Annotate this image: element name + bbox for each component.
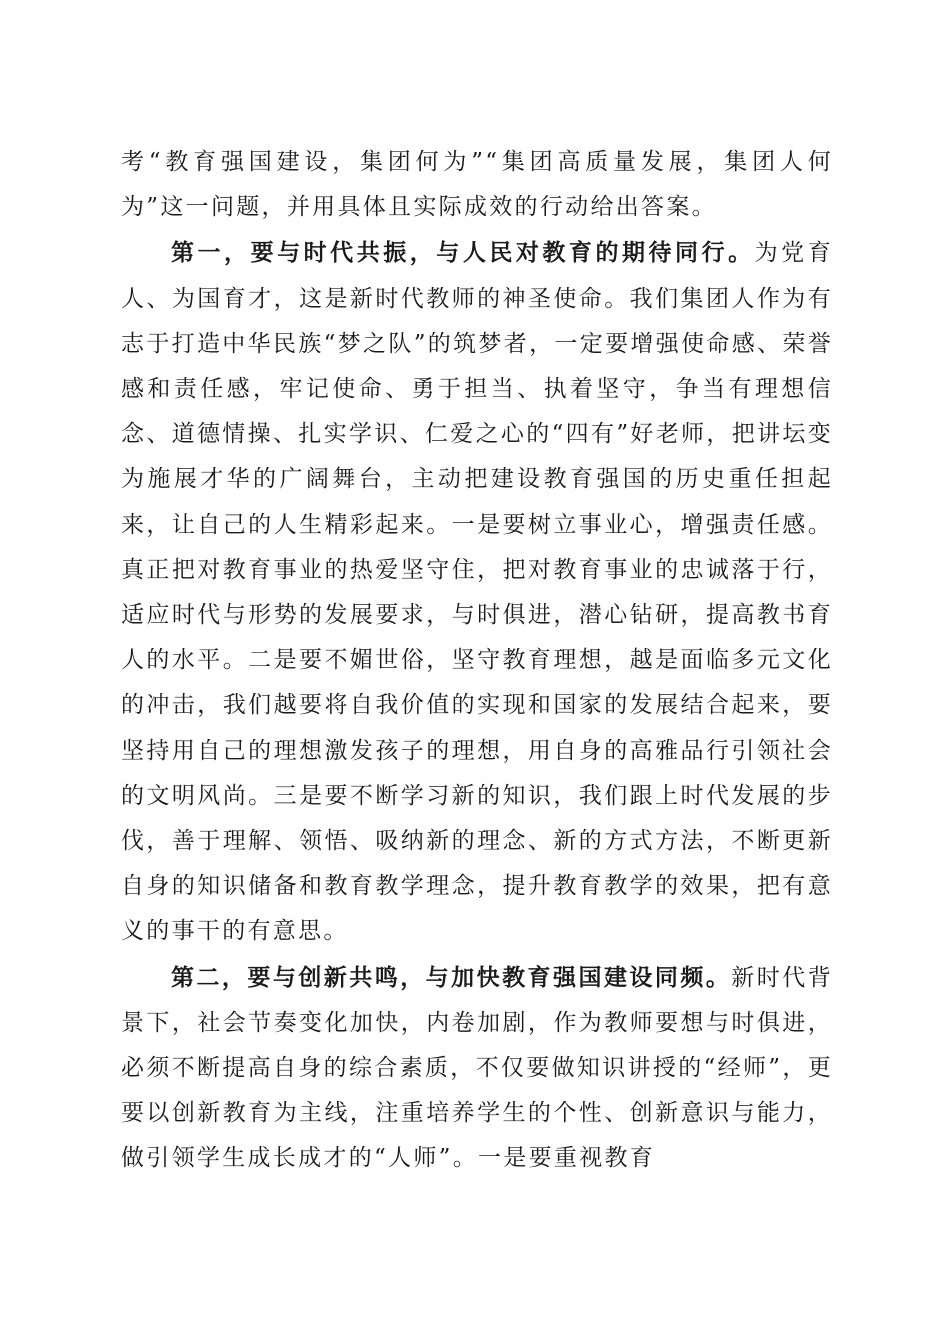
paragraph-heading: 第二，要与创新共鸣，与加快教育强国建设同频。 [171,963,732,991]
document-body [121,140,833,1182]
paragraph-heading: 第一，要与时代共振，与人民对教育的期待同行。 [171,239,755,267]
paragraph-text: 新时代背景下，社会节奏变化加快，内卷加剧，作为教师要想与时俱进，必须不断提高自身的综合素质，不仅要做知识讲授的“经师”，更要以创新教育为主线，注重培养学生的个性、创新意识与能力，做引领学生成长成才的“人师”。一是要重视教育 [121,964,833,1172]
paragraph-text: 考“教育强国建设，集团何为”“集团高质量发展，集团人何为”这一问题，并用具体且实际成效的行动给出答案。 [121,149,833,221]
paragraph-first-point [121,230,833,954]
paragraph-continuation [121,140,833,230]
paragraph-text: 为党育人、为国育才，这是新时代教师的神圣使命。我们集团人作为有志于打造中华民族“梦之队”的筑梦者，一定要增强使命感、荣誉感和责任感，牢记使命、勇于担当、执着坚守，争当有理想信念、道德情操、扎实学识、仁爱之心的“四有”好老师，把讲坛变为施展才华的广阔舞台，主动把建设教育强国的历史重任担起来，让自己的人生精彩起来。一是要树立事业心，增强责任感。真正把对教育事业的热爱坚守住，把对教育事业的忠诚落于行，适应时代与形势的发展要求，与时俱进，潜心钻研，提高教书育人的水平。二是要不媚世俗，坚守教育理想，越是面临多元文化的冲击，我们越要将自我价值的实现和国家的发展结合起来，要坚持用自己的理想激发孩子的理想，用自身的高雅品行引领社会的文明风尚。三是要不断学习新的知识，我们跟上时代发展的步伐，善于理解、领悟、吸纳新的理念、新的方式方法，不断更新自身的知识储备和教育教学理念，提升教育教学的效果，把有意义的事干的有意思。 [121,240,833,945]
paragraph-second-point [121,955,833,1182]
